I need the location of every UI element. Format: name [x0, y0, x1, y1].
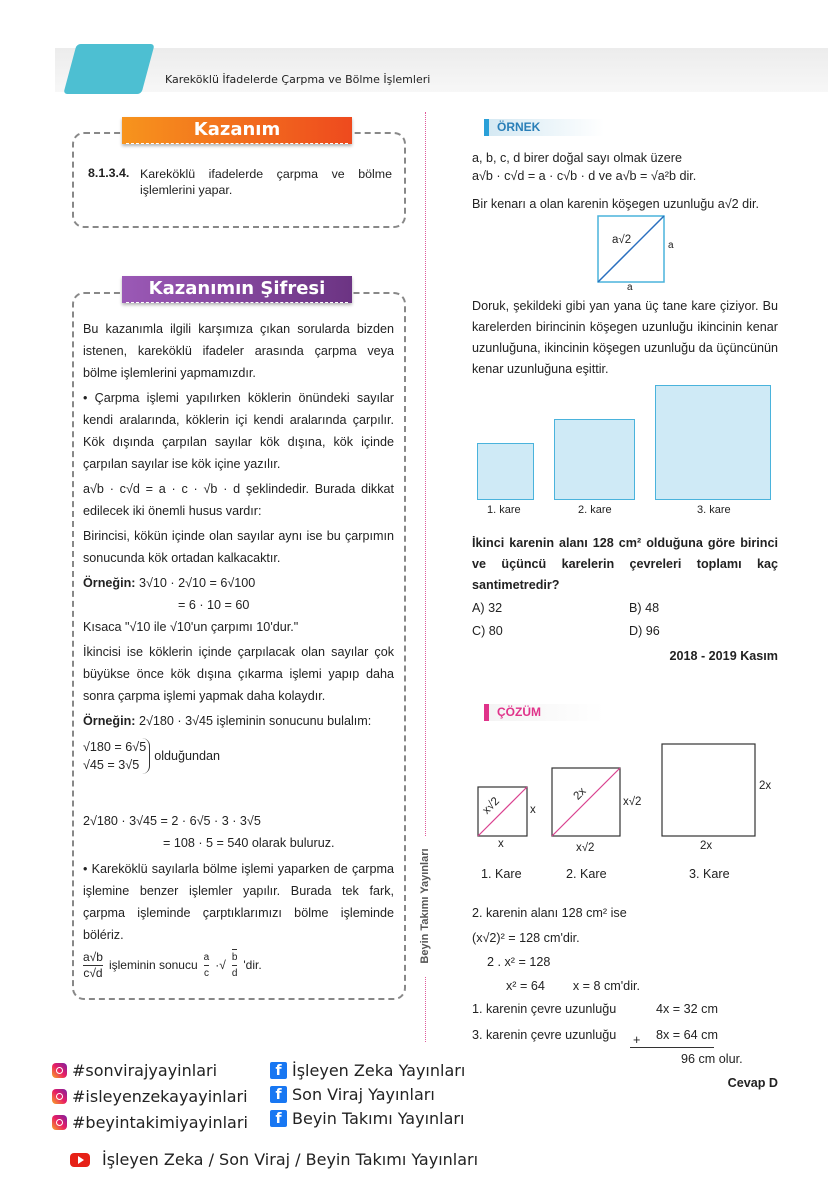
fig-side-label: a	[668, 240, 674, 251]
facebook-link[interactable]	[270, 1109, 464, 1128]
calc-line: 2√180 · 3√45 = 2 · 6√5 · 3 · 3√5	[83, 814, 261, 828]
fraction-text: işleminin sonucu	[108, 957, 198, 972]
instagram-link[interactable]	[52, 1113, 248, 1132]
square-label: 1. kare	[487, 504, 521, 516]
link-text: Beyin Takımı Yayınları	[292, 1109, 465, 1128]
square-label: 2. Kare	[566, 867, 607, 881]
equation: √45 = 3√5	[83, 758, 140, 772]
fig-bottom-label: a	[627, 282, 633, 293]
perimeter-label: 1. karenin çevre uzunluğu	[472, 1002, 617, 1016]
res-tail: 'dir.	[243, 957, 262, 972]
youtube-icon	[70, 1153, 90, 1167]
instagram-icon	[52, 1089, 67, 1104]
fig-diagonal-label: a√2	[612, 234, 632, 246]
youtube-link[interactable]	[70, 1150, 478, 1169]
res-numerator: a	[204, 950, 210, 966]
plus-sign: +	[633, 1033, 641, 1047]
header-tab	[63, 44, 154, 94]
diagonal-figure	[590, 210, 690, 295]
paragraph: Bu kazanımla ilgili karşımıza çıkan sorularda bizden istenen, kareköklü ifadeler arasında çarpma veya bölme işlemlerini yapmamızdır.	[83, 322, 394, 380]
kazanim-banner: Kazanım	[122, 117, 352, 144]
instagram-link[interactable]	[52, 1087, 248, 1106]
example-label: Örneğin:	[83, 576, 136, 590]
paragraph: a√b · c√d = a · c · √b · d şeklindedir. Burada dikkat edilecek iki önemli husus vardır:	[83, 482, 394, 518]
perimeter-value: 8x = 64 cm	[656, 1028, 718, 1042]
page-title: Kareköklü İfadelerde Çarpma ve Bölme İşlemleri	[165, 73, 431, 86]
square-label: 2. kare	[578, 504, 612, 516]
total: 96 cm olur.	[681, 1052, 743, 1066]
link-text: Son Viraj Yayınları	[292, 1085, 435, 1104]
link-text: İşleyen Zeka Yayınları	[292, 1061, 466, 1080]
question: İkinci karenin alanı 128 cm² olduğuna göre birinci ve üçüncü karelerin çevreleri toplamı kaç santimetredir?	[472, 536, 778, 592]
perimeter-label: 3. karenin çevre uzunluğu	[472, 1028, 617, 1042]
option-a: A) 32	[472, 601, 503, 615]
facebook-icon: f	[270, 1086, 287, 1103]
cozum-label: ÇÖZÜM	[484, 704, 604, 721]
example-expr: 2√180 · 3√45 işleminin sonucunu bulalım:	[138, 714, 372, 728]
instagram-icon	[52, 1063, 67, 1078]
source: 2018 - 2019 Kasım	[669, 649, 778, 663]
instagram-icon	[52, 1115, 67, 1130]
example-expr: 3√10 · 2√10 = 6√100	[138, 576, 256, 590]
paragraph: • Çarpma işlemi yapılırken köklerin önündeki sayılar kendi aralarında, köklerin içi kendi aralarında çarpılır. Kök dışında çarpılan sayılar kök dışına, kök içinde çarpılan sayılar ise kök içine yazılır.	[83, 391, 394, 471]
side-label: x√2	[623, 796, 642, 808]
ornek-label: ÖRNEK	[484, 119, 604, 136]
ornek-paragraph: Doruk, şekildeki gibi yan yana üç tane kare çiziyor. Bu karelerden birincinin köşegen uzunluğu ikincinin kenar uzunluğuna, ikincinin köşegen uzunluğu da üçüncünün kenar uzunluğuna eşittir.	[472, 299, 778, 376]
fraction-numerator: a√b	[83, 949, 103, 964]
kazanim-code: 8.1.3.4.	[88, 166, 130, 180]
side-label: x√2	[576, 842, 595, 854]
calc-line: = 108 · 5 = 540 olarak buluruz.	[163, 836, 335, 850]
paragraph: Kısaca "√10 ile √10'un çarpımı 10'dur."	[83, 620, 299, 634]
fraction-denominator: c√d	[83, 965, 103, 980]
example-result: = 6 · 10 = 60	[178, 598, 250, 612]
equation: √180 = 6√5	[83, 740, 147, 754]
ornek-line: a√b · c√d = a · c√b · d ve a√b = √a²b dir.	[472, 169, 697, 183]
facebook-link[interactable]	[270, 1085, 435, 1104]
square-2	[554, 419, 635, 500]
solution-line: 2 . x² = 128	[487, 955, 551, 969]
res-denominator: c	[203, 967, 209, 979]
sum-line	[630, 1047, 714, 1048]
solution-squares	[470, 740, 770, 840]
diag-label: 2x	[571, 785, 589, 803]
paragraph: • Kareköklü sayılarla bölme işlemi yaparken de çarpma işlemine benzer işlemler yapılır. Burada tek fark, çarpma işleminde çarptıklarımızı bölme işleminde bölériz.	[83, 862, 394, 942]
equation-tail: olduğundan	[154, 749, 221, 763]
square-label: 3. Kare	[689, 867, 730, 881]
sifre-content: Bu kazanımla ilgili karşımıza çıkan sorularda bizden istenen, kareköklü ifadeler arasında çarpma veya bölme işlemlerini yapmamızdır. • Çarpma işlemi yapılırken köklerin önündeki sayılar kendi aralarında, köklerin içi kendi aralarında çarpılır. Kök dışında çarpılan sayılar kök dışına, kök içinde çarpılan sayılar ise kök içine yazılır. a√b · c√d = a · c · √b · d şeklindedir. Burada dikkat edilecek iki önemli husus vardır: Birincisi, kökün içinde olan sayılar aynı ise bu çarpımın sonucunda kök ortadan kalkacaktır. Örneğin: 3√10 · 2√10 = 6√100 = 6 · 10 = 60 Kısaca "√10 ile √10'un çarpımı 10'dur." İkincisi ise köklerin içinde çarpılacak olan sayılar çok büyükse önce kök dışına çıkarma işlemi yapıp daha sonra çarpma işlemi yapmak daha kolaydır. Örneğin: 2√180 · 3√45 işleminin sonucunu bulalım: √180 = 6√5 √45 = 3√5 olduğundan 2√180 · 3√45 = 2 · 6√5 · 3 · 3√5 = 108 · 5 = 540 olarak buluruz. • Kareköklü sayılarla bölme işlemi yaparken de çarpma işlemine benzer işlemler yapılır. Burada tek fark, çarpma işleminde çarptıklarımızı bölme işleminde bölériz. $\frac{a√b}{c√d}$ işleminin sonucu $\frac{a}{c}$ ·√ $\frac{b}{d}$ 'dir.	[83, 318, 394, 981]
square-label: 1. Kare	[481, 867, 522, 881]
facebook-icon: f	[270, 1062, 287, 1079]
instagram-link[interactable]	[52, 1061, 217, 1080]
link-text: #sonvirajyayinlari	[72, 1061, 218, 1080]
side-label: 2x	[759, 780, 772, 792]
side-label: x	[530, 804, 536, 816]
ornek-line: Bir kenarı a olan karenin köşegen uzunluğu a√2 dir.	[472, 197, 759, 211]
facebook-link[interactable]	[270, 1061, 465, 1080]
solution-line: 2. karenin alanı 128 cm² ise	[472, 906, 627, 920]
option-c: C) 80	[472, 624, 503, 638]
res-denominator: d	[231, 968, 238, 979]
link-text: #isleyenzekayayinlari	[72, 1087, 248, 1106]
side-label: x	[498, 838, 504, 850]
ornek-line: a, b, c, d birer doğal sayı olmak üzere	[472, 151, 682, 165]
link-text: #beyintakimiyayinlari	[72, 1113, 248, 1132]
answer: Cevap D	[727, 1076, 778, 1090]
perimeter-value: 4x = 32 cm	[656, 1002, 718, 1016]
sifre-banner: Kazanımın Şifresi	[122, 276, 352, 303]
link-text: İşleyen Zeka / Son Viraj / Beyin Takımı Yayınları	[102, 1150, 479, 1169]
example-label: Örneğin:	[83, 714, 136, 728]
side-publisher-text: Beyin Takımı Yayınları	[419, 836, 431, 976]
solution-line: (x√2)² = 128 cm'dir.	[472, 931, 580, 945]
solution-line: x² = 64 x = 8 cm'dir.	[506, 979, 640, 993]
option-b: B) 48	[629, 601, 660, 615]
square-3	[655, 385, 771, 500]
square-label: 3. kare	[697, 504, 731, 516]
res-numerator: b	[232, 950, 238, 966]
diag-label: x√2	[480, 795, 503, 817]
square-1	[477, 443, 534, 500]
option-d: D) 96	[629, 624, 660, 638]
kazanim-text: Kareköklü ifadelerde çarpma ve bölme işlemlerini yapar.	[140, 167, 392, 197]
paragraph: İkincisi ise köklerin içinde çarpılacak olan sayılar çok büyükse önce kök dışına çıkarma işlemi yapıp daha sonra çarpma işlemi yapmak daha kolaydır.	[83, 645, 394, 703]
side-label: 2x	[700, 840, 713, 852]
facebook-icon: f	[270, 1110, 287, 1127]
paragraph: Birincisi, kökün içinde olan sayılar aynı ise bu çarpımın sonucunda kök ortadan kalkacaktır.	[83, 529, 394, 565]
